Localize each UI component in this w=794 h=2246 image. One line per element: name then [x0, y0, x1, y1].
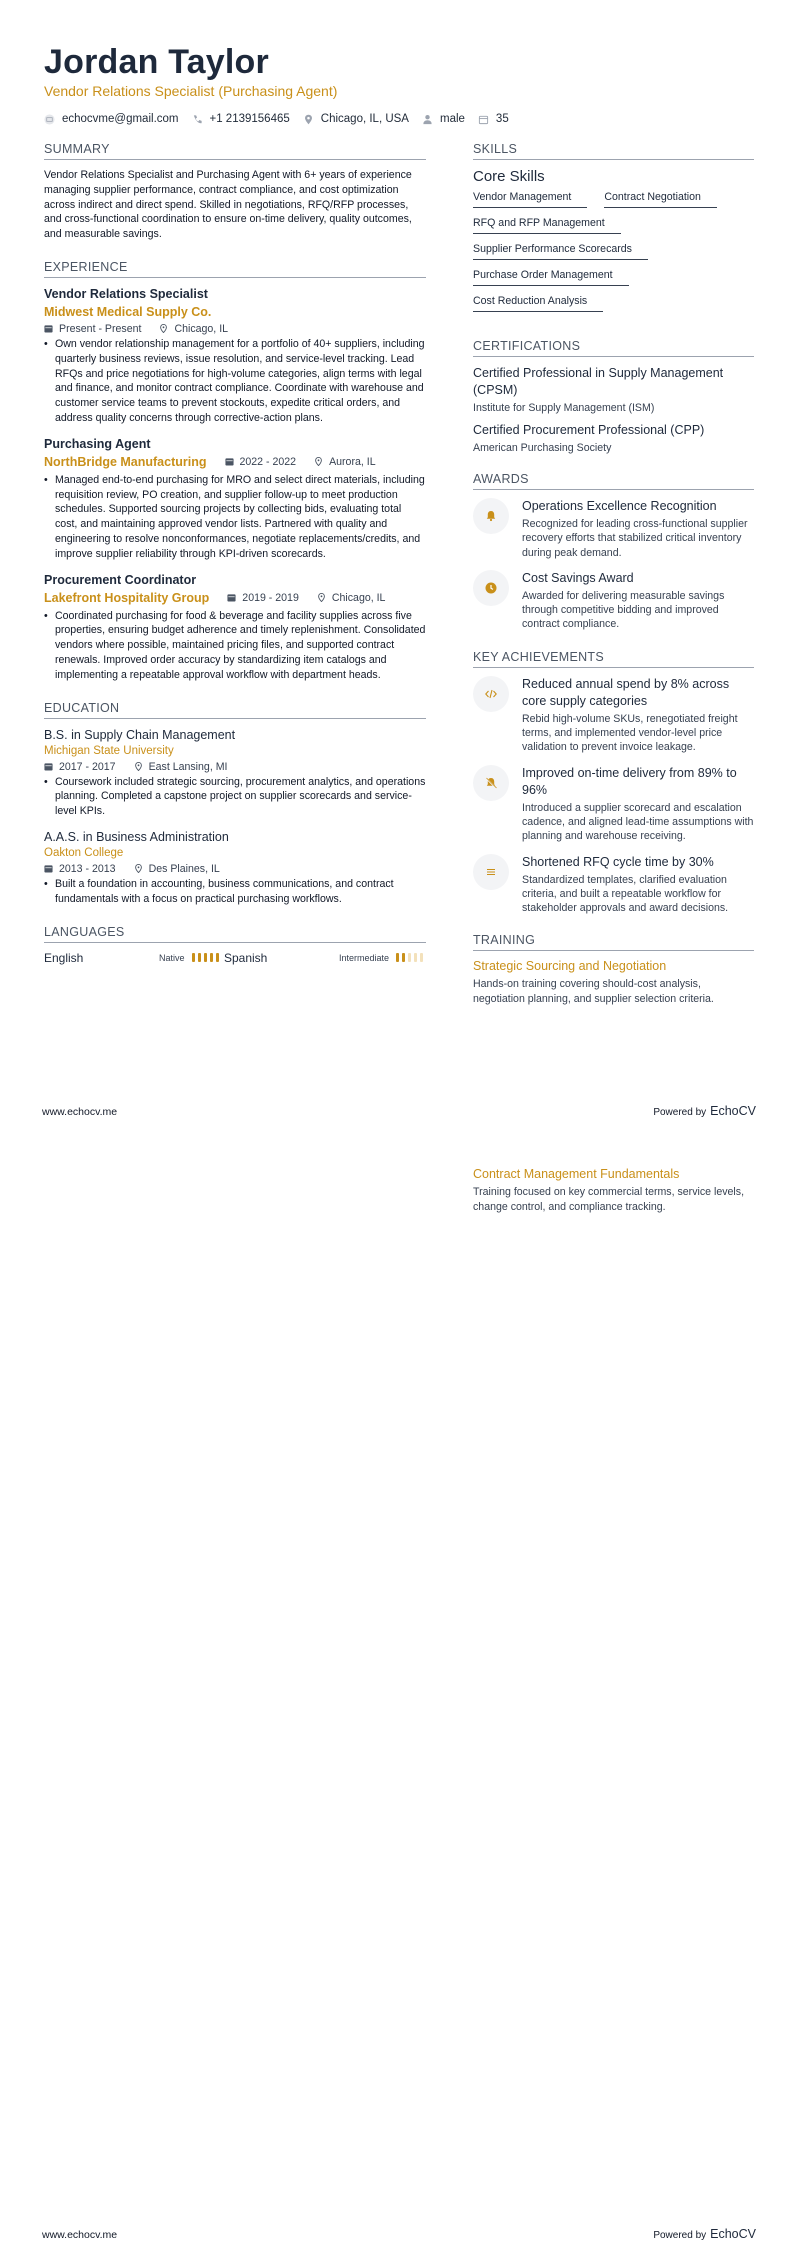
code-icon	[473, 676, 509, 712]
training-title: Contract Management Fundamentals	[473, 1167, 680, 1181]
education-dates: 2013 - 2013	[44, 863, 116, 875]
bell-icon	[473, 498, 509, 534]
degree-title: B.S. in Supply Chain Management	[44, 727, 236, 742]
age-text: 35	[495, 113, 509, 125]
job-company: Lakefront Hospitality Group	[44, 590, 210, 605]
school-name: Oakton College	[44, 846, 124, 859]
education-item	[44, 829, 426, 907]
summary-heading: SUMMARY	[44, 142, 426, 160]
rating-bar	[198, 953, 201, 962]
calendar-icon	[44, 324, 53, 333]
job-title: Purchasing Agent	[44, 436, 151, 451]
calendar-icon	[44, 864, 53, 873]
language-rating	[192, 953, 222, 962]
award-item	[473, 570, 754, 632]
job-bullet: • Own vendor relationship management for a portfolio of 40+ suppliers, including quarterly business reviews, issue resolution, and service-level tracking. Lead RFQs and price negotiations for high-volume categories, align terms with legal and finance, and monitor contract compliance. Coordinate with warehouse and customer service teams to prevent stockouts, expedite critical orders, and address quality concerns through corrective-action plans.	[44, 337, 425, 424]
training-continued	[473, 1167, 754, 1214]
job-company: NorthBridge Manufacturing	[44, 454, 207, 469]
location-pin-icon	[303, 114, 314, 125]
calendar-icon	[225, 457, 234, 466]
award-title: Operations Excellence Recognition	[522, 499, 717, 513]
location-pin-icon	[317, 593, 326, 602]
left-column	[44, 142, 426, 983]
rating-bar	[408, 953, 411, 962]
job-company-row	[44, 589, 426, 607]
skill-tag: Supplier Performance Scorecards	[473, 243, 648, 260]
powered-by: Powered by EchoCV	[653, 2227, 756, 2241]
education-item	[44, 727, 426, 819]
achievement-item	[473, 676, 754, 755]
training-heading: TRAINING	[473, 933, 754, 951]
calendar-icon	[44, 762, 53, 771]
award-title: Cost Savings Award	[522, 570, 634, 585]
language-item	[44, 951, 222, 965]
phone-text: +1 2139156465	[209, 113, 290, 125]
education-meta	[44, 863, 426, 875]
certification-name: Certified Procurement Professional (CPP)	[473, 423, 705, 437]
footer-url[interactable]: www.echocv.me	[42, 1106, 118, 1118]
resume-page-2	[0, 1123, 794, 2246]
summary-text: Vendor Relations Specialist and Purchasing Agent with 6+ years of experience managing supplier performance, contract compliance, and cost optimization across indirect and direct spend. Skilled in negotiations, RFQ/RFP processes, and cross-functional coordination to ensure on-time delivery, quality outcomes, and measurable savings.	[44, 169, 412, 241]
award-item	[473, 498, 754, 560]
rating-bar	[192, 953, 195, 962]
education-section	[44, 701, 426, 907]
award-description: Recognized for leading cross-functional supplier recovery efforts that stabilized critical inventory during peak demand.	[522, 518, 748, 559]
job-location: Chicago, IL	[159, 323, 228, 335]
footer-url[interactable]: www.echocv.me	[42, 2229, 118, 2241]
rating-bar	[216, 953, 219, 962]
certification-issuer: Institute for Supply Management (ISM)	[473, 402, 655, 414]
experience-section	[44, 260, 426, 683]
candidate-name: Jordan Taylor	[44, 43, 269, 81]
rating-bar	[204, 953, 207, 962]
contact-row	[44, 113, 754, 125]
awards-heading: AWARDS	[473, 472, 754, 490]
skills-heading: SKILLS	[473, 142, 754, 160]
right-column	[473, 142, 754, 1025]
education-location: Des Plaines, IL	[134, 863, 220, 875]
education-heading: EDUCATION	[44, 701, 426, 719]
language-rating	[396, 953, 426, 962]
job-title: Vendor Relations Specialist	[44, 286, 208, 301]
rating-bar	[420, 953, 423, 962]
skill-tag: Cost Reduction Analysis	[473, 295, 603, 312]
contact-phone[interactable]	[192, 113, 290, 125]
contact-location	[303, 113, 409, 125]
certification-issuer: American Purchasing Society	[473, 442, 612, 454]
achievement-item	[473, 765, 754, 844]
achievement-description: Introduced a supplier scorecard and escalation cadence, and aligned lead-time assumptions with planning and warehouse receiving.	[522, 801, 754, 843]
job-location: Aurora, IL	[314, 456, 376, 468]
job-location: Chicago, IL	[317, 592, 386, 604]
phone-icon	[192, 114, 203, 125]
location-pin-icon	[159, 324, 168, 333]
location-text: Chicago, IL, USA	[320, 113, 409, 125]
achievement-title: Reduced annual spend by 8% across core supply categories	[522, 676, 730, 708]
language-item	[224, 951, 426, 965]
contact-age	[478, 113, 509, 125]
certifications-heading: CERTIFICATIONS	[473, 339, 754, 357]
page-footer	[42, 1104, 756, 1118]
language-level: Intermediate	[338, 952, 389, 963]
education-location: East Lansing, MI	[134, 761, 228, 773]
calendar-icon	[478, 114, 489, 125]
candidate-role: Vendor Relations Specialist (Purchasing Agent)	[44, 83, 338, 99]
rating-bar	[210, 953, 213, 962]
experience-heading: EXPERIENCE	[44, 260, 426, 278]
rating-bar	[396, 953, 399, 962]
achievement-description: Standardized templates, clarified evaluation criteria, and built a repeatable workflow for stakeholder approvals and award decisions.	[522, 873, 729, 915]
summary-section	[44, 142, 426, 242]
job-bullet: • Coordinated purchasing for food & beverage and facility supplies across five properties, ensuring budget adherence and timely replenishment. Consolidated vendors where possible, maintained pricing files, and supported contract renewals. Improved order accuracy by standardizing item catalogs and implementing a repeatable approval workflow with department heads.	[44, 609, 426, 681]
contact-email[interactable]	[44, 113, 179, 125]
experience-item	[44, 286, 426, 426]
contact-gender	[422, 113, 465, 125]
experience-item	[44, 436, 426, 562]
training-section	[473, 933, 754, 1006]
languages-section	[44, 925, 426, 965]
email-text: echocvme@gmail.com	[62, 113, 179, 125]
language-level: Native	[159, 952, 185, 963]
clock-icon	[473, 570, 509, 606]
language-name: English	[44, 950, 84, 965]
skills-list	[473, 191, 754, 321]
location-pin-icon	[314, 457, 323, 466]
education-dates: 2017 - 2017	[44, 761, 116, 773]
achievement-title: Improved on-time delivery from 89% to 96%	[522, 765, 737, 797]
person-icon	[422, 114, 433, 125]
awards-section	[473, 472, 754, 632]
skill-tag: RFQ and RFP Management	[473, 217, 621, 234]
rating-bar	[414, 953, 417, 962]
email-icon	[44, 114, 55, 125]
location-pin-icon	[134, 864, 143, 873]
job-dates: 2019 - 2019	[227, 592, 299, 604]
achievement-title: Shortened RFQ cycle time by 30%	[522, 854, 714, 869]
training-description: Hands-on training covering should-cost analysis, negotiation planning, and supplier selection criteria.	[473, 978, 714, 1006]
resume-header	[44, 42, 754, 125]
school-name: Michigan State University	[44, 744, 174, 757]
page-footer	[42, 2227, 756, 2241]
experience-item	[44, 572, 426, 683]
language-name: Spanish	[223, 950, 268, 965]
job-meta	[227, 592, 403, 604]
job-meta	[225, 456, 394, 468]
achievements-section	[473, 650, 754, 916]
languages-heading: LANGUAGES	[44, 925, 426, 943]
training-title: Strategic Sourcing and Negotiation	[473, 959, 667, 974]
brand-logo: EchoCV	[710, 1104, 756, 1118]
education-meta	[44, 761, 426, 773]
achievements-heading: KEY ACHIEVEMENTS	[473, 650, 754, 668]
job-company-row	[44, 453, 426, 471]
bell-off-icon	[473, 765, 509, 801]
skill-tag: Purchase Order Management	[473, 269, 629, 286]
job-dates: 2022 - 2022	[225, 456, 297, 468]
powered-by: Powered by EchoCV	[653, 1104, 756, 1118]
achievement-description: Rebid high-volume SKUs, renegotiated freight terms, and implemented vendor-level price validation to prevent invoice leakage.	[522, 712, 738, 754]
job-company: Midwest Medical Supply Co.	[44, 304, 212, 319]
job-bullet: • Managed end-to-end purchasing for MRO and select direct materials, including requisition review, PO creation, and supplier follow-up to meet production schedules. Supported sourcing projects by collecting bids, evaluating total cost, and maintaining approved vendor lists. Partnered with quality and engineering to resolve nonconformances, negotiate replacements/credits, and improve supplier reliability through KPI-driven scorecards.	[44, 473, 425, 560]
job-title: Procurement Coordinator	[44, 572, 197, 587]
award-description: Awarded for delivering measurable savings through competitive bidding and improved contract compliance.	[522, 589, 725, 631]
skill-tag: Vendor Management	[473, 191, 587, 208]
education-bullet: • Built a foundation in accounting, business communications, and contract fundamentals with a focus on practical purchasing workflows.	[44, 877, 394, 905]
education-bullet: • Coursework included strategic sourcing, procurement analytics, and operations planning. Completed a capstone project on supplier scorecards and service-level KPIs.	[44, 775, 426, 818]
skills-section	[473, 142, 754, 321]
certification-name: Certified Professional in Supply Management (CPSM)	[473, 366, 724, 397]
location-pin-icon	[134, 762, 143, 771]
skill-tag: Contract Negotiation	[604, 191, 717, 208]
brand-logo: EchoCV	[710, 2227, 756, 2241]
language-list	[44, 951, 426, 965]
gender-text: male	[439, 113, 465, 125]
job-meta	[44, 323, 426, 335]
degree-title: A.A.S. in Business Administration	[44, 829, 229, 844]
skills-group-title: Core Skills	[473, 168, 545, 185]
achievement-item	[473, 854, 754, 916]
training-description: Training focused on key commercial terms, service levels, change control, and compliance tracking.	[473, 1186, 745, 1213]
job-dates: Present - Present	[44, 323, 141, 335]
menu-icon	[473, 854, 509, 890]
calendar-icon	[227, 593, 236, 602]
rating-bar	[402, 953, 405, 962]
certifications-section	[473, 339, 754, 454]
